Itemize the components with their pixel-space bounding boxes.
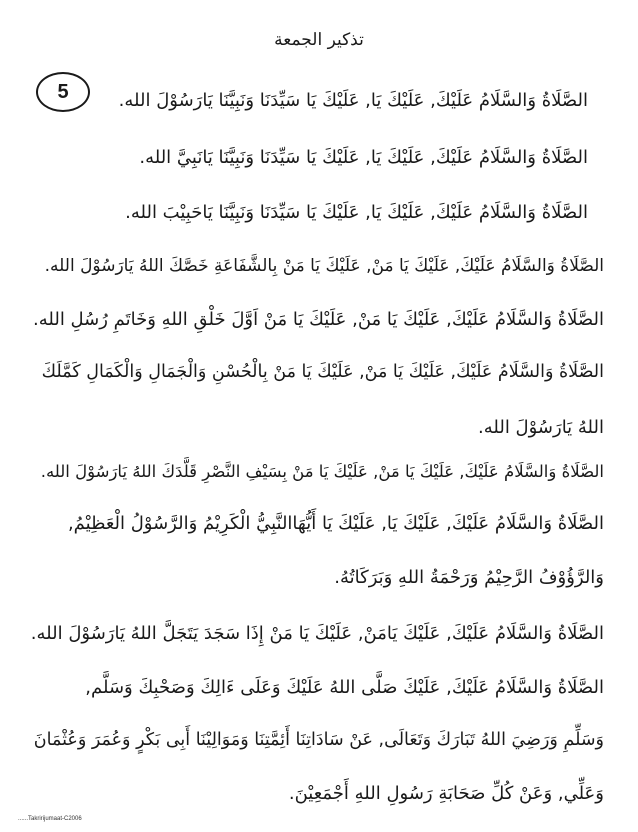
text-line-14: وَعَلِّي, وَعَنْ كُلِّ صَحَابَةِ رَسُولِ اللهِ أَجْمَعِيْنَ.: [288, 783, 604, 804]
text-line-6: الصَّلَاةُ وَالسَّلَامُ عَلَيْكَ, عَلَيْكَ يَا مَنْ, عَلَيْكَ يَا مَنْ بِالْحُسْنِ وَالْجَمَالِ وَالْكَمَالِ كَمَّلَكَ: [41, 362, 604, 382]
page-number: 5: [57, 80, 69, 103]
text-line-4: الصَّلَاةُ وَالسَّلَامُ عَلَيْكَ, عَلَيْكَ يَا مَنْ, عَلَيْكَ يَا مَنْ بِالشَّفَاعَةِ خَصَّكَ اللهُ يَارَسُوْلَ الله.: [44, 256, 604, 276]
page-title: تذكير الجمعة: [274, 30, 364, 50]
text-line-13: وَسَلِّمِ وَرَضِيَ اللهُ تَبَارَكَ وَتَعَالَى, عَنْ سَادَاتِنَا أَئِمَّتِنَا وَمَوَالِيْنَا أَبِى بَكْرٍ وَعُمَرَ وَعُثْمَانَ: [33, 730, 604, 750]
page-number-badge: [36, 72, 90, 112]
text-line-11: الصَّلَاةُ وَالسَّلَامُ عَلَيْكَ, عَلَيْكَ يَامَنْ, عَلَيْكَ يَا مَنْ إِذَا سَجَدَ يَتَجَلَّ اللهُ يَارَسُوْلَ الله.: [30, 623, 604, 644]
text-line-1: الصَّلَاةُ وَالسَّلَامُ عَلَيْكَ, عَلَيْكَ يَا, عَلَيْكَ يَا سَيِّدَنَا وَنَبِيَّنَا يَارَسُوْلَ الله.: [118, 90, 588, 111]
text-line-2: الصَّلَاةُ وَالسَّلَامُ عَلَيْكَ, عَلَيْكَ يَا, عَلَيْكَ يَا سَيِّدَنَا وَنَبِيَّنَا يَانَبِيَّ الله.: [139, 147, 588, 168]
text-line-12: الصَّلَاةُ وَالسَّلَامُ عَلَيْكَ, عَلَيْكَ صَلَّى اللهُ عَلَيْكَ وَعَلَى ءَالِكَ وَصَحْبِكَ وَسَلَّم,: [85, 677, 604, 698]
text-line-10: وَالرَّؤُوْفُ الرَّحِيْمُ وَرَحْمَةُ اللهِ وَبَرَكَاتُهُ.: [334, 567, 604, 588]
text-line-7: اللهُ يَارَسُوْلَ الله.: [478, 417, 604, 438]
footer-note: ......Takririjumaat-C2006: [18, 816, 82, 822]
text-line-3: الصَّلَاةُ وَالسَّلَامُ عَلَيْكَ, عَلَيْكَ يَا, عَلَيْكَ يَا سَيِّدَنَا وَنَبِيَّنَا يَاحَبِيْبَ الله.: [125, 202, 588, 223]
text-line-8: الصَّلَاةُ وَالسَّلَامُ عَلَيْكَ, عَلَيْكَ يَا مَنْ, عَلَيْكَ يَا مَنْ بِسَيْفِ النَّصْرِ قَلَّدَكَ اللهُ يَارَسُوْلَ الله.: [40, 462, 604, 481]
text-line-9: الصَّلَاةُ وَالسَّلَامُ عَلَيْكَ, عَلَيْكَ يَا, عَلَيْكَ يَا أَيُّهَاالنَّبِيُّ الْكَرِيْمُ وَالرَّسُوْلُ الْعَظِيْمُ,: [67, 513, 604, 534]
text-line-5: الصَّلَاةُ وَالسَّلَامُ عَلَيْكَ, عَلَيْكَ يَا مَنْ, عَلَيْكَ يَا مَنْ اَوَّلَ خَلْقِ اللهِ وَخَاتَمِ رُسُلِ الله.: [33, 309, 604, 330]
